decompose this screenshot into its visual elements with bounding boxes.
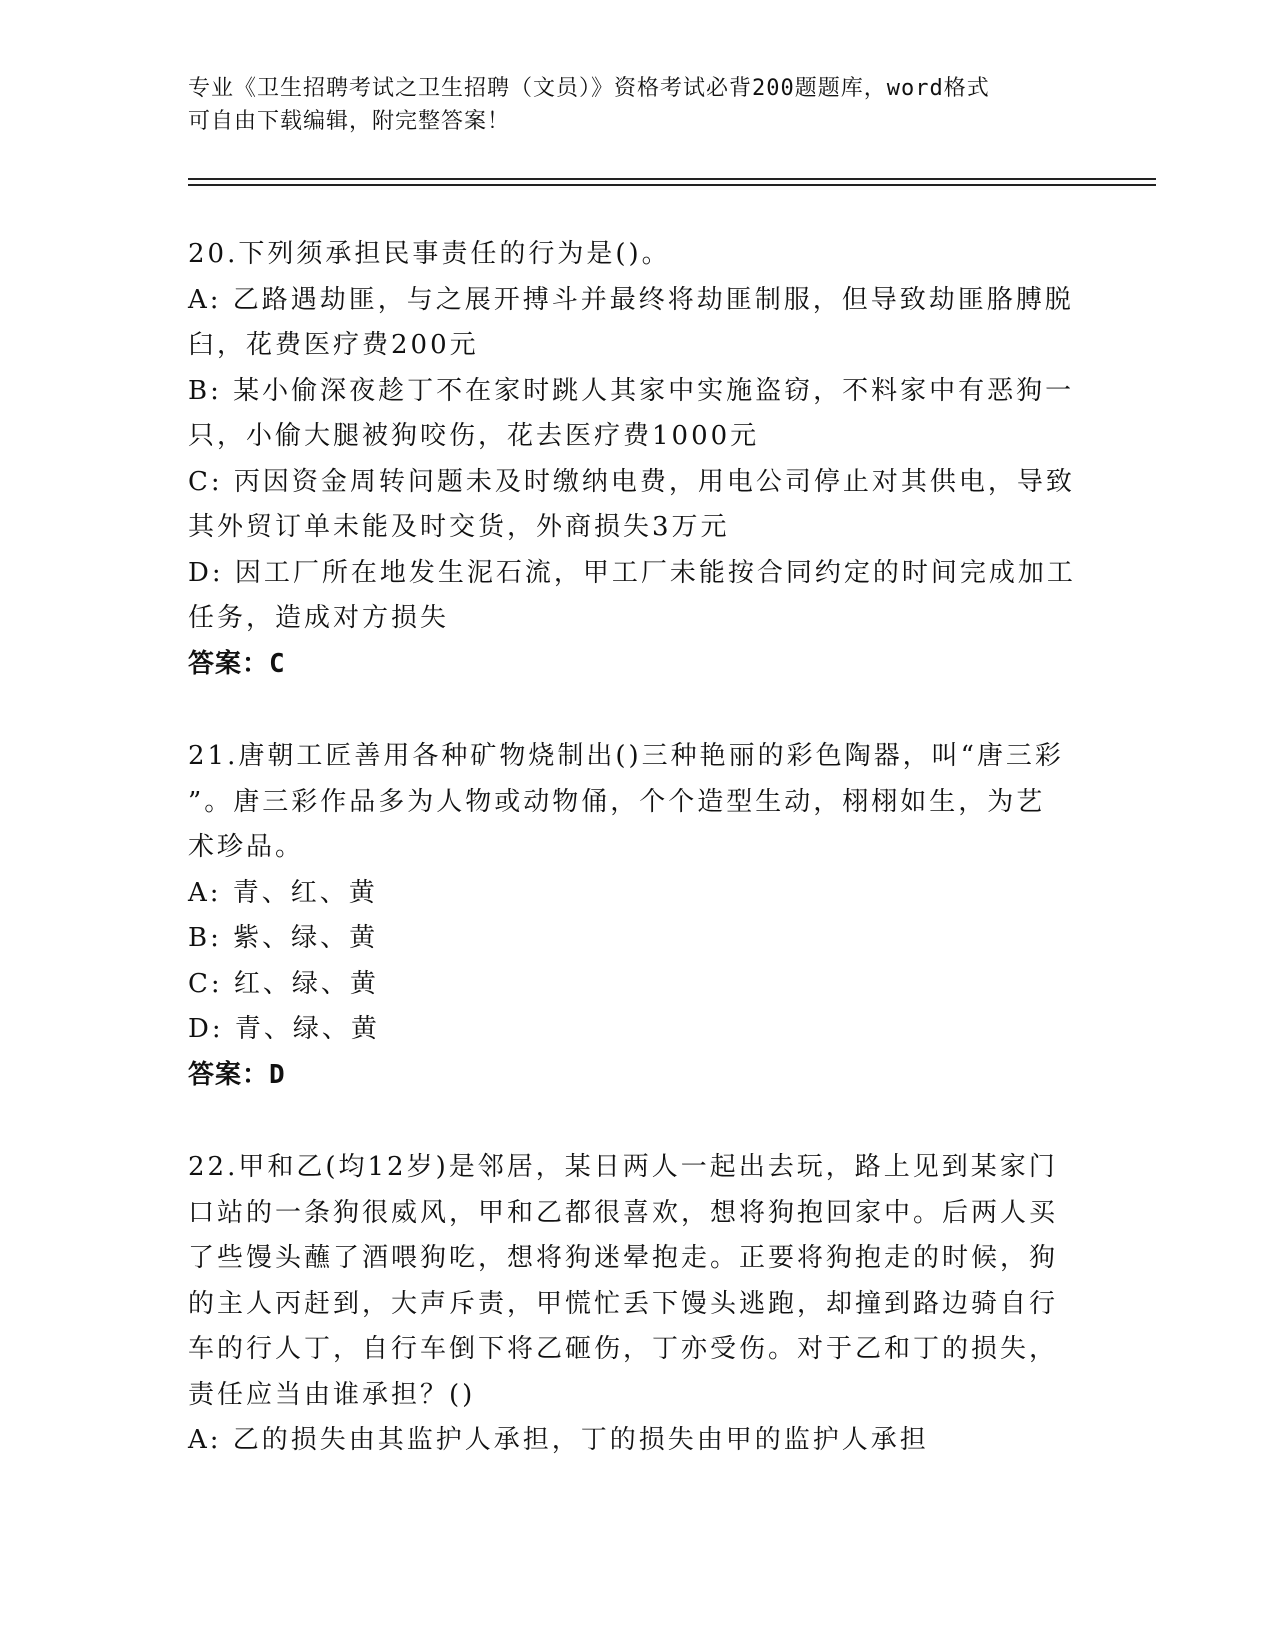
option-line: 其外贸订单未能及时交货，外商损失3万元 xyxy=(188,512,730,542)
question-list xyxy=(188,232,1088,1464)
answer-label: 答案：D xyxy=(188,1059,286,1090)
option-a xyxy=(188,278,1088,369)
question-stem-line: 责任应当由谁承担？() xyxy=(188,1379,476,1410)
option-line: 任务，造成对方损失 xyxy=(188,603,450,633)
option-c: C: 红、绿、黄 xyxy=(188,968,379,999)
option-b xyxy=(188,369,1088,460)
question-22 xyxy=(188,1145,1088,1464)
question-21 xyxy=(188,734,1088,1098)
question-stem-line: 术珍品。 xyxy=(188,832,305,862)
question-stem-line: 22.甲和乙(均12岁)是邻居，某日两人一起出去玩，路上见到某家门 xyxy=(188,1152,1058,1182)
question-spacer xyxy=(188,687,1088,734)
question-stem-line: 20.下列须承担民事责任的行为是()。 xyxy=(188,239,671,269)
answer-label: 答案：C xyxy=(188,648,286,679)
question-stem-line: ”。唐三彩作品多为人物或动物俑，个个造型生动，栩栩如生，为艺 xyxy=(188,786,1046,817)
option-line: C: 丙因资金周转问题未及时缴纳电费，用电公司停止对其供电，导致 xyxy=(188,466,1075,497)
option-line: A: 乙路遇劫匪，与之展开搏斗并最终将劫匪制服，但导致劫匪胳膊脱 xyxy=(188,284,1074,315)
question-stem-line: 口站的一条狗很威风，甲和乙都很喜欢，想将狗抱回家中。后两人买 xyxy=(188,1197,1059,1228)
question-stem-line: 车的行人丁，自行车倒下将乙砸伤，丁亦受伤。对于乙和丁的损失， xyxy=(188,1334,1059,1364)
option-line: 臼，花费医疗费200元 xyxy=(188,330,479,360)
option-line: B: 某小偷深夜趁丁不在家时跳人其家中实施盗窃，不料家中有恶狗一 xyxy=(188,375,1075,406)
option-a: A: 乙的损失由其监护人承担，丁的损失由甲的监护人承担 xyxy=(188,1425,929,1455)
option-line: 只，小偷大腿被狗咬伤，花去医疗费1000元 xyxy=(188,421,760,451)
header-line-2: 可自由下载编辑，附完整答案！ xyxy=(188,109,511,134)
question-stem-line: 的主人丙赶到，大声斥责，甲慌忙丢下馒头逃跑，却撞到路边骑自行 xyxy=(188,1288,1059,1319)
header-divider-bottom xyxy=(188,184,1156,186)
option-line: D: 因工厂所在地发生泥石流，甲工厂未能按合同约定的时间完成加工 xyxy=(188,557,1076,588)
question-stem-line: 了些馒头蘸了酒喂狗吃，想将狗迷晕抱走。正要将狗抱走的时候，狗 xyxy=(188,1243,1059,1273)
option-a: A: 青、红、黄 xyxy=(188,877,378,908)
option-d xyxy=(188,551,1088,642)
header-line-1: 专业《卫生招聘考试之卫生招聘（文员）》资格考试必背200题题库，word格式 xyxy=(188,76,990,101)
option-d: D: 青、绿、黄 xyxy=(188,1014,380,1044)
question-20 xyxy=(188,232,1088,687)
document-header xyxy=(188,72,1068,138)
option-c xyxy=(188,460,1088,551)
header-divider-top xyxy=(188,178,1156,180)
question-spacer xyxy=(188,1098,1088,1145)
option-b: B: 紫、绿、黄 xyxy=(188,923,379,953)
question-stem-line: 21.唐朝工匠善用各种矿物烧制出()三种艳丽的彩色陶器，叫“唐三彩 xyxy=(188,741,1064,771)
